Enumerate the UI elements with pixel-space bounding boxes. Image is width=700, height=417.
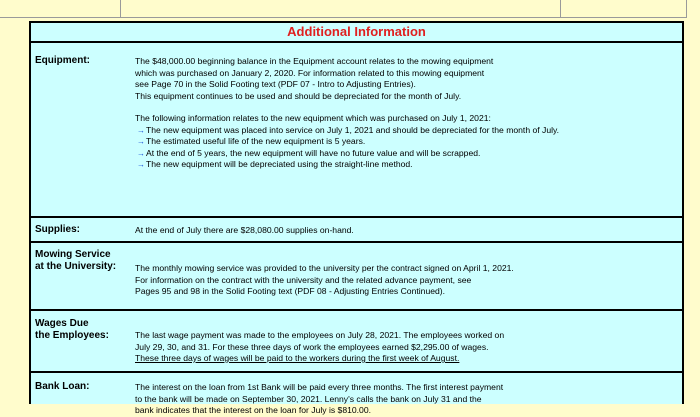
equipment-line: This equipment continues to be used and should be depreciated for the month of July. xyxy=(135,90,462,101)
list-item xyxy=(135,136,675,148)
right-arrow-icon: → xyxy=(137,148,145,158)
right-arrow-icon: → xyxy=(137,125,145,135)
supplies-label: Supplies: xyxy=(35,224,81,235)
wages-description xyxy=(135,330,675,365)
equipment-description xyxy=(135,56,675,171)
previous-cell-b xyxy=(120,0,561,17)
supplies-description xyxy=(135,225,675,237)
equipment-label: Equipment: xyxy=(35,55,90,66)
previous-cell-a xyxy=(0,0,121,17)
list-item-text: The new equipment was placed into service on July 1, 2021 and should be depreciated for the month of July. xyxy=(146,124,560,135)
new-equipment-intro: The following information relates to the new equipment which was purchased on July 1, 2021: xyxy=(135,113,491,123)
additional-information-table xyxy=(29,21,684,415)
table-row-mowing-service xyxy=(31,243,682,311)
bank-loan-label: Bank Loan: xyxy=(35,381,90,392)
wages-line: The last wage payment was made to the employees on July 28, 2021. The employees worked on xyxy=(135,330,505,340)
mowing-line: Pages 95 and 98 in the Solid Footing text (PDF 08 - Adjusting Entries Continued). xyxy=(135,286,446,296)
equipment-line: The $48,000.00 beginning balance in the Equipment account relates to the mowing equipment xyxy=(135,56,494,66)
equipment-line: which was purchased on January 2, 2020. For information related to this mowing equipment xyxy=(135,67,485,78)
wages-label: Wages Due the Employees: xyxy=(35,318,109,341)
wages-line: July 29, 30, and 31. For these three days of work the employees earned $2,295.00 of wages. xyxy=(135,341,489,352)
wages-line: These three days of wages will be paid to the workers during the first week of August. xyxy=(135,353,460,363)
bank-loan-line: to the bank will be made on September 30, 2021. Lenny's calls the bank on July 31 and the xyxy=(135,393,482,404)
table-title: Additional Information xyxy=(31,23,682,43)
table-row-wages xyxy=(31,311,682,373)
bank-loan-line: bank indicates that the interest on the loan for July is $810.00. xyxy=(135,405,372,415)
list-item-text: At the end of 5 years, the new equipment will have no future value and will be scrapped. xyxy=(146,147,481,158)
paragraph-gap xyxy=(135,102,675,113)
previous-row-strip xyxy=(0,0,687,18)
bank-loan-description xyxy=(135,382,675,417)
list-item xyxy=(135,159,675,171)
equipment-line: see Page 70 in the Solid Footing text (PDF 07 - Intro to Adjusting Entries). xyxy=(135,79,416,89)
mowing-service-label: Mowing Service at the University: xyxy=(35,249,117,272)
mowing-line: For information on the contract with the university and the related advance payment, see xyxy=(135,274,472,285)
supplies-line: At the end of July there are $28,080.00 supplies on-hand. xyxy=(135,225,354,235)
list-item-text: The estimated useful life of the new equipment is 5 years. xyxy=(146,136,366,146)
list-item xyxy=(135,148,675,160)
table-row-bank-loan xyxy=(31,373,682,413)
list-item xyxy=(135,125,675,137)
list-item-text: The new equipment will be depreciated using the straight-line method. xyxy=(146,159,413,169)
mowing-line: The monthly mowing service was provided to the university per the contract signed on April 1, 2021. xyxy=(135,263,514,273)
right-arrow-icon: → xyxy=(137,160,145,169)
right-arrow-icon: → xyxy=(137,137,145,146)
bank-loan-line: The interest on the loan from 1st Bank will be paid every three months. The first interest payment xyxy=(135,382,504,392)
table-row-supplies xyxy=(31,218,682,243)
mowing-service-description xyxy=(135,263,675,298)
table-row-equipment xyxy=(31,43,682,218)
